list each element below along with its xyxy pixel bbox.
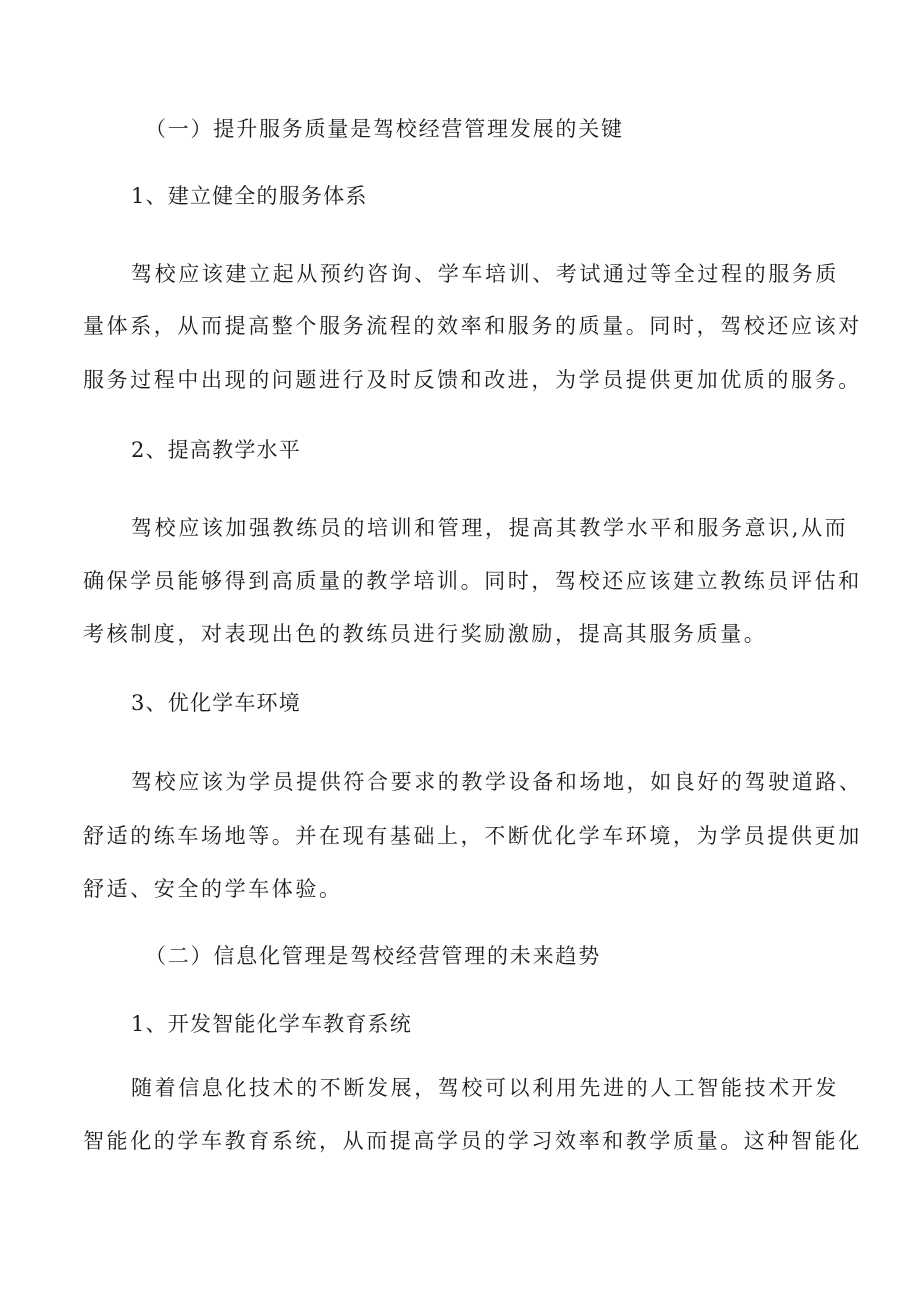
paragraph-line: 服务过程中出现的问题进行及时反馈和改进，为学员提供更加优质的服务。 <box>83 368 862 392</box>
paragraph-line: 驾校应该建立起从预约咨询、学车培训、考试通过等全过程的服务质 <box>131 262 839 286</box>
subsection-title: 1、建立健全的服务体系 <box>131 184 368 208</box>
section-heading: （一）提升服务质量是驾校经营管理发展的关键 <box>145 117 624 141</box>
subsection-title: 2、提高教学水平 <box>131 438 301 462</box>
paragraph-line: 随着信息化技术的不断发展，驾校可以利用先进的人工智能技术开发 <box>131 1076 839 1100</box>
section-heading: （二）信息化管理是驾校经营管理的未来趋势 <box>145 944 601 968</box>
paragraph-line: 驾校应该为学员提供符合要求的教学设备和场地，如良好的驾驶道路、 <box>131 770 863 794</box>
paragraph-line: 考核制度，对表现出色的教练员进行奖励激励，提高其服务质量。 <box>83 622 768 646</box>
paragraph-line: 量体系，从而提高整个服务流程的效率和服务的质量。同时，驾校还应该对 <box>83 314 862 338</box>
subsection-title: 3、优化学车环境 <box>131 691 301 715</box>
paragraph-line: 驾校应该加强教练员的培训和管理，提高其教学水平和服务意识,从而 <box>131 516 849 540</box>
subsection-title: 1、开发智能化学车教育系统 <box>131 1012 412 1036</box>
paragraph-line: 智能化的学车教育系统，从而提高学员的学习效率和教学质量。这种智能化 <box>83 1129 862 1153</box>
paragraph-line: 确保学员能够得到高质量的教学培训。同时，驾校还应该建立教练员评估和 <box>83 569 862 593</box>
paragraph-line: 舒适的练车场地等。并在现有基础上，不断优化学车环境，为学员提供更加 <box>83 824 862 848</box>
paragraph-line: 舒适、安全的学车体验。 <box>83 877 343 901</box>
